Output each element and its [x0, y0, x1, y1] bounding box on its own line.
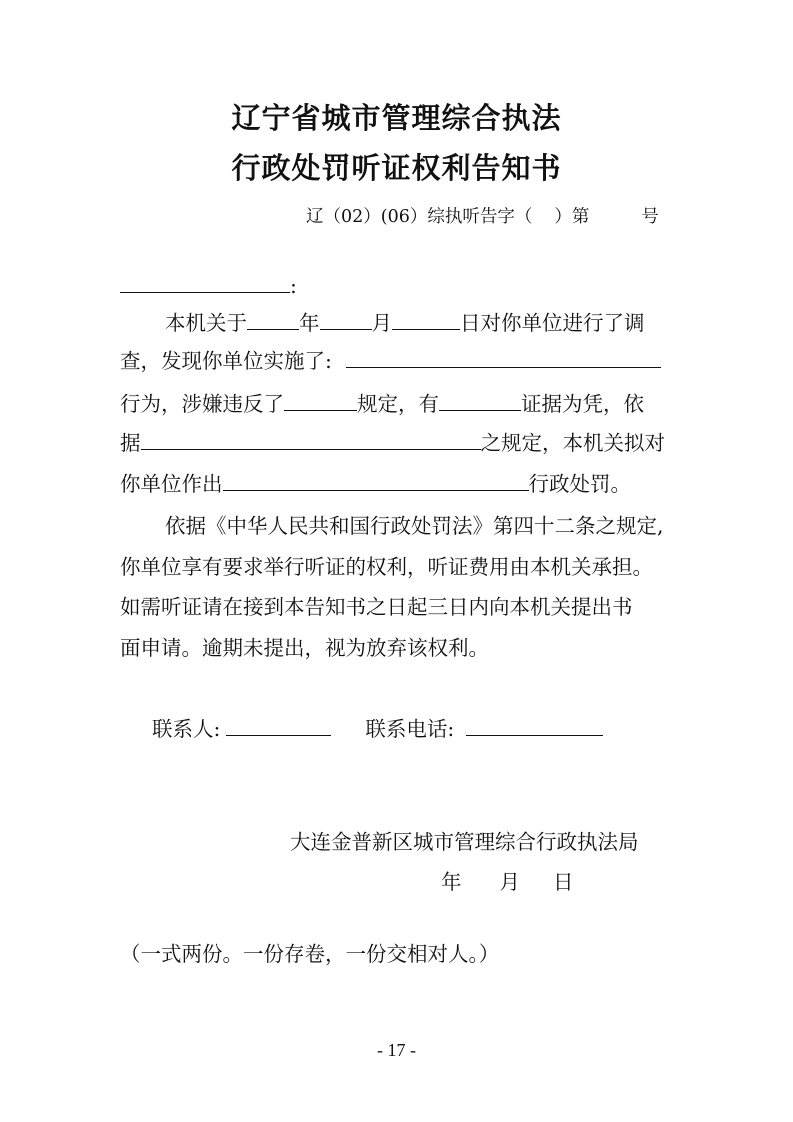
contact-person-label: 联系人: [152, 717, 221, 741]
notice-line-3: 如需听证请在接到本告知书之日起三日内向本机关提出书 [120, 595, 633, 619]
body-line-3 [120, 388, 644, 418]
body-text: 证据为凭，依 [521, 392, 644, 416]
recipient-line [120, 270, 297, 300]
document-title-line-1: 辽宁省城市管理综合执法 [231, 101, 562, 135]
year-blank[interactable] [247, 307, 299, 330]
notice-line-2: 你单位享有要求举行听证的权利，听证费用由本机关承担。 [120, 555, 653, 579]
body-text: 查，发现你单位实施了: [120, 349, 332, 373]
body-text: 行政处罚。 [528, 472, 631, 496]
body-text: 行为，涉嫌违反了 [120, 392, 284, 416]
contact-line [152, 713, 603, 743]
body-text: 月 [371, 311, 392, 335]
date-day-label: 日 [553, 870, 574, 894]
violated-regulation-blank[interactable] [284, 388, 357, 411]
contact-phone-label: 联系电话: [365, 717, 455, 741]
body-text: 年 [299, 311, 320, 335]
recipient-blank[interactable] [120, 270, 290, 293]
body-text: 日对你单位进行了调 [460, 311, 645, 335]
copies-note: （一式两份。一份存卷，一份交相对人。） [120, 942, 500, 966]
page-number: - 17 - [377, 1040, 416, 1060]
month-blank[interactable] [320, 307, 372, 330]
penalty-blank[interactable] [223, 468, 529, 491]
body-line-1 [165, 307, 645, 337]
conduct-blank[interactable] [346, 345, 661, 368]
issue-date [441, 868, 574, 896]
date-month-label: 月 [499, 870, 520, 894]
issuing-authority: 大连金普新区城市管理综合行政执法局 [290, 830, 639, 854]
body-text: 据 [120, 431, 141, 455]
day-blank[interactable] [392, 307, 460, 330]
document-number-suffix: 号 [641, 207, 659, 227]
notice-line-1: 依据《中华人民共和国行政处罚法》第四十二条之规定, [165, 514, 664, 538]
body-text: 你单位作出 [120, 472, 223, 496]
contact-phone-blank[interactable] [466, 713, 603, 736]
recipient-colon: : [290, 274, 297, 298]
legal-basis-blank[interactable] [141, 427, 481, 450]
date-year-label: 年 [441, 870, 462, 894]
body-line-2 [120, 345, 661, 375]
body-line-5 [120, 468, 631, 498]
document-number-prefix: 辽（02）(06）综执听告字（ [306, 207, 533, 227]
body-text: 规定，有 [357, 392, 439, 416]
evidence-blank[interactable] [439, 388, 521, 411]
contact-person-blank[interactable] [226, 713, 331, 736]
notice-line-4: 面申请。逾期未提出，视为放弃该权利。 [120, 636, 489, 660]
document-title-line-2: 行政处罚听证权利告知书 [231, 151, 562, 185]
body-text: 之规定，本机关拟对 [480, 431, 665, 455]
body-line-4 [120, 427, 665, 457]
document-number [306, 203, 659, 231]
document-number-mid: ）第 [554, 207, 590, 227]
body-text: 本机关于 [165, 311, 247, 335]
